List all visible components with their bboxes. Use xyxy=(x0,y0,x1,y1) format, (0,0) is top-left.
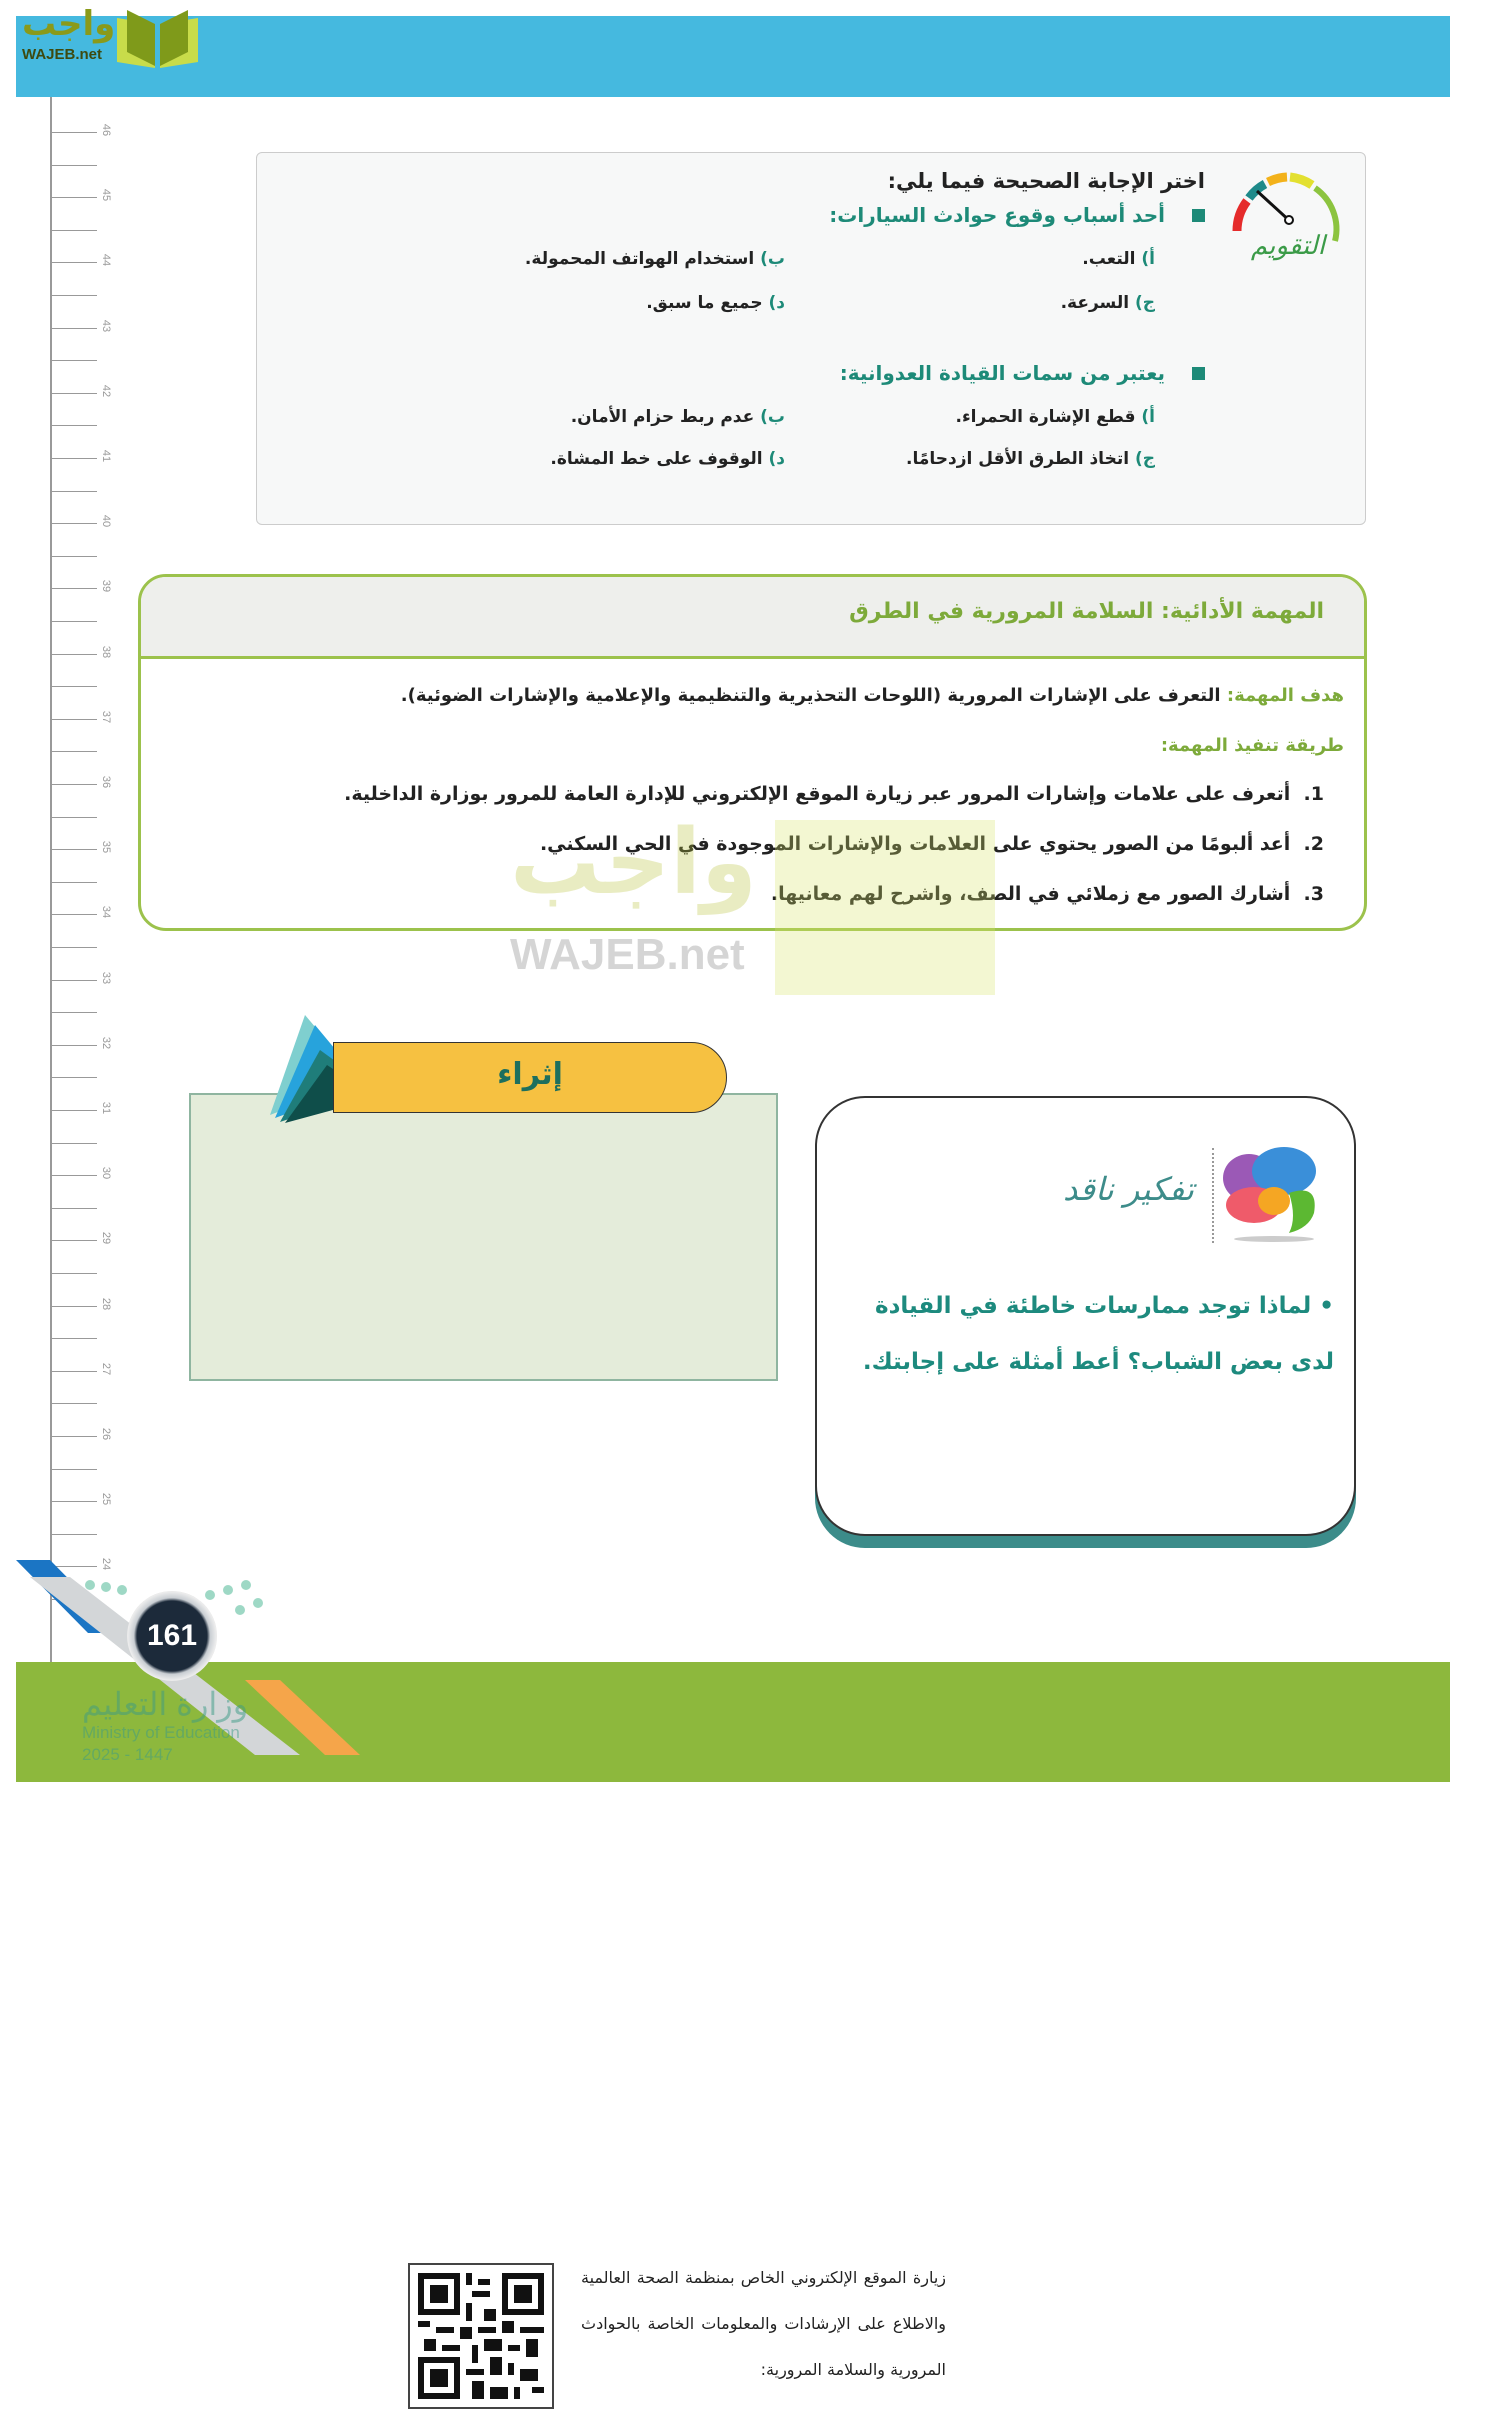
option-letter: ج) xyxy=(1134,293,1155,313)
task-title: المهمة الأدائية: السلامة المرورية في الطرق xyxy=(849,599,1324,624)
enrichment-box xyxy=(189,1093,946,2379)
task-step xyxy=(344,783,1324,805)
ruler-tick xyxy=(51,1338,97,1339)
enrichment-text: زيارة الموقع الإلكتروني الخاص بمنظمة الصحة العالمية والاطلاع على الإرشادات والمعلومات الخاصة بالحوادث المرورية والسلامة المرورية: xyxy=(581,2268,946,2379)
enrichment-title: إثراء xyxy=(497,1057,563,1092)
option-d[interactable] xyxy=(550,449,785,469)
ruler-label: 37 xyxy=(100,710,113,723)
ruler-tick xyxy=(51,393,97,394)
performance-task-box xyxy=(138,574,1367,931)
option-text: قطع الإشارة الحمراء. xyxy=(955,407,1136,427)
ruler-label: 35 xyxy=(100,841,113,854)
step-text: أعد ألبومًا من الصور يحتوي على العلامات والإشارات الموجودة في الحي السكني. xyxy=(539,833,1291,855)
ruler-tick xyxy=(51,491,97,492)
option-letter: د) xyxy=(768,293,785,313)
option-text: اتخاذ الطرق الأقل ازدحامًا. xyxy=(906,449,1130,469)
ruler-label: 29 xyxy=(100,1232,113,1245)
ruler-tick xyxy=(51,882,97,883)
option-text: السرعة. xyxy=(1060,293,1130,313)
option-text: التعب. xyxy=(1082,249,1136,269)
ruler-label: 31 xyxy=(100,1101,113,1115)
ruler-label: 40 xyxy=(100,515,113,528)
ruler-tick xyxy=(51,1012,97,1013)
step-number: 1. xyxy=(1303,783,1324,805)
ruler-label: 32 xyxy=(100,1036,113,1049)
ruler-tick xyxy=(51,1501,97,1502)
option-letter: د) xyxy=(768,449,785,469)
option-letter: ج) xyxy=(1134,449,1155,469)
step-text: أشارك الصور مع زملائي في الصف، واشرح لهم معانيها. xyxy=(770,883,1291,905)
option-b[interactable] xyxy=(525,249,785,269)
wajeb-logo[interactable] xyxy=(10,4,200,68)
question-text: يعتبر من سمات القيادة العدوانية: xyxy=(839,361,1165,385)
ruler-tick xyxy=(51,1403,97,1404)
option-letter: أ) xyxy=(1141,249,1155,269)
ruler-label: 26 xyxy=(100,1427,113,1441)
ruler-label: 38 xyxy=(100,645,113,658)
option-text: جميع ما سبق. xyxy=(646,293,763,313)
task-step xyxy=(540,833,1324,855)
bullet-square-icon xyxy=(1192,367,1205,380)
task-method xyxy=(1161,735,1344,756)
option-a[interactable] xyxy=(956,407,1156,427)
option-letter: أ) xyxy=(1141,407,1155,427)
ruler-tick xyxy=(51,1045,97,1046)
ruler-label: 39 xyxy=(100,580,113,593)
ruler-label: 42 xyxy=(100,384,113,397)
task-goal xyxy=(401,685,1344,706)
critical-thinking-title: تفكير ناقد xyxy=(1063,1170,1194,1208)
question-text: أحد أسباب وقوع حوادث السيارات: xyxy=(829,203,1165,227)
question-1 xyxy=(829,203,1165,227)
ruler-label: 43 xyxy=(100,319,113,332)
ruler-label: 44 xyxy=(100,254,113,267)
ruler-tick xyxy=(51,849,97,850)
ruler-tick xyxy=(51,230,97,231)
option-text: الوقوف على خط المشاة. xyxy=(550,449,763,469)
option-c[interactable] xyxy=(1061,293,1155,313)
option-text: استخدام الهواتف المحمولة. xyxy=(524,249,755,269)
evaluation-badge: التقويم xyxy=(1250,231,1325,261)
ruler-tick xyxy=(51,621,97,622)
critical-thinking-box xyxy=(815,1096,1356,1536)
ruler-tick xyxy=(51,784,97,785)
option-d[interactable] xyxy=(646,293,785,313)
ruler-tick xyxy=(51,165,97,166)
ministry-watermark xyxy=(82,1686,248,1766)
ministry-english: Ministry of Education xyxy=(82,1723,240,1742)
ruler-tick xyxy=(51,1208,97,1209)
ruler-label: 33 xyxy=(100,971,113,984)
ruler-tick xyxy=(51,295,97,296)
ruler-tick xyxy=(51,654,97,655)
ruler-label: 24 xyxy=(100,1558,113,1571)
book-logo-icon xyxy=(115,6,200,68)
gauge-icon xyxy=(1217,161,1347,281)
ruler-tick xyxy=(51,1436,97,1437)
option-letter: ب) xyxy=(760,249,785,269)
divider xyxy=(1212,1148,1214,1243)
ruler-tick xyxy=(51,523,97,524)
ruler-label: 41 xyxy=(100,449,113,463)
ruler-line xyxy=(50,97,52,1662)
task-header xyxy=(141,577,1364,659)
logo-arabic: واجب xyxy=(22,4,116,44)
ruler-tick xyxy=(51,588,97,589)
option-c[interactable] xyxy=(906,449,1155,469)
page-number: 161 xyxy=(127,1591,217,1681)
ruler-tick xyxy=(51,328,97,329)
ruler-tick xyxy=(51,719,97,720)
watermark-arabic: واجب xyxy=(510,810,757,915)
option-a[interactable] xyxy=(1082,249,1155,269)
brain-puzzle-icon xyxy=(1219,1143,1324,1243)
ruler-tick xyxy=(51,425,97,426)
ruler-tick xyxy=(51,1110,97,1111)
ruler-label: 27 xyxy=(100,1362,113,1375)
ruler-tick xyxy=(51,1469,97,1470)
ruler-tick xyxy=(51,197,97,198)
ruler-tick xyxy=(51,817,97,818)
method-label: طريقة تنفيذ المهمة: xyxy=(1160,735,1344,756)
ruler-tick xyxy=(51,132,97,133)
qr-code[interactable] xyxy=(408,2263,554,2409)
qr-code-icon xyxy=(418,2273,544,2399)
option-letter: ب) xyxy=(760,407,785,427)
ministry-years: 2025 - 1447 xyxy=(82,1745,173,1764)
goal-text: التعرف على الإشارات المرورية (اللوحات التحذيرية والتنظيمية والإعلامية والإشارات الضوئية). xyxy=(400,685,1221,706)
ruler-label: 46 xyxy=(100,123,113,137)
option-b[interactable] xyxy=(571,407,785,427)
ruler-tick xyxy=(51,1143,97,1144)
ruler-tick xyxy=(51,914,97,915)
step-number: 2. xyxy=(1303,833,1324,855)
ruler-tick xyxy=(51,458,97,459)
ruler-label: 36 xyxy=(100,775,113,789)
ruler-tick xyxy=(51,947,97,948)
ruler-label: 28 xyxy=(100,1297,113,1310)
step-number: 3. xyxy=(1303,883,1324,905)
logo-english: WAJEB.net xyxy=(22,46,103,63)
ruler-tick xyxy=(51,360,97,361)
ruler-tick xyxy=(51,556,97,557)
ruler-tick xyxy=(51,686,97,687)
ruler-label: 45 xyxy=(100,189,113,202)
goal-label: هدف المهمة: xyxy=(1226,685,1344,706)
ruler-tick xyxy=(51,980,97,981)
watermark-english: WAJEB.net xyxy=(510,930,745,979)
evaluation-instruction: اختر الإجابة الصحيحة فيما يلي: xyxy=(887,169,1205,193)
top-banner xyxy=(16,16,1450,97)
question-2 xyxy=(840,361,1165,385)
bullet-square-icon xyxy=(1192,209,1205,222)
step-text: أتعرف على علامات وإشارات المرور عبر زيارة الموقع الإلكتروني للإدارة العامة للمرور بوزارة الداخلية. xyxy=(344,783,1291,805)
option-text: عدم ربط حزام الأمان. xyxy=(570,407,755,427)
ruler-tick xyxy=(51,1273,97,1274)
critical-thinking-question: • لماذا توجد ممارسات خاطئة في القيادة لدى بعض الشباب؟ أعط أمثلة على إجابتك. xyxy=(862,1293,1334,1375)
ruler-tick xyxy=(51,1077,97,1078)
ministry-arabic: وزارة التعليم xyxy=(82,1686,249,1722)
ruler-tick xyxy=(51,1371,97,1372)
enrichment-tab xyxy=(333,1042,727,1113)
ruler-tick xyxy=(51,262,97,263)
task-step xyxy=(771,883,1324,905)
ruler-tick xyxy=(51,1306,97,1307)
ruler-tick xyxy=(51,751,97,752)
ruler-tick xyxy=(51,1175,97,1176)
ruler-tick xyxy=(51,1240,97,1241)
ruler-tick xyxy=(51,1534,97,1535)
ruler-label: 30 xyxy=(100,1167,113,1180)
ruler-label: 25 xyxy=(100,1493,113,1506)
ruler-label: 34 xyxy=(100,906,113,919)
evaluation-box xyxy=(256,152,1366,525)
